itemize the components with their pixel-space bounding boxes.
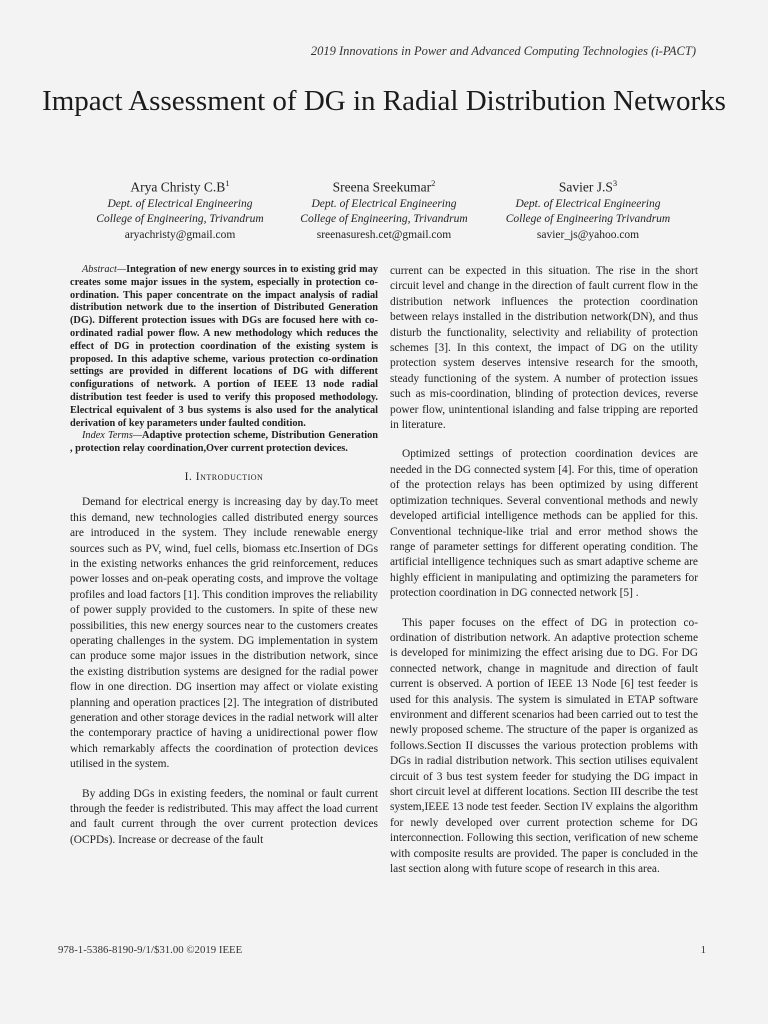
author-college: College of Engineering, Trivandrum <box>96 213 264 225</box>
author-college: College of Engineering, Trivandrum <box>300 213 468 225</box>
abstract-label: Abstract— <box>82 264 127 275</box>
copyright-footer: 978-1-5386-8190-9/1/$31.00 ©2019 IEEE <box>58 944 243 956</box>
author-college: College of Engineering Trivandrum <box>505 213 671 225</box>
conference-header: 2019 Innovations in Power and Advanced Computing Technologies (i-PACT) <box>310 44 696 58</box>
author-name-text: Arya Christy C.B <box>130 179 226 195</box>
paragraph: Demand for electrical energy is increasing day by day.To meet this demand, new technologies called distributed energy sources are introduced in the system. They include renewable energy sources such as PV, wind, fuel cells, biomass etc.Insertion of DGs in the existing networks enhances the grid reinforcement, reduces power losses and on-peak operating costs, and improve the voltage profiles and load factors [1]. This condition improves the reliability of power supply provided to the customers. In spite of these new possibilities, this new energy sources near to the customers creates operating challenges in the system. DG implementation in system can produce some major issues in the distribution network, since the existing distribution systems are designed for the radial power flow in one direction. DG insertion may affect or violate existing planning and operation practices [2]. The integration of distributed generation and other storage devices in the radial network will alter the contemporary practice of having a unidirectional power flow which remarkably affects the coordination of protection devices utilised in the system. <box>70 496 378 771</box>
author-1 <box>80 174 280 243</box>
index-terms-label: Index Terms— <box>82 430 143 442</box>
section-heading-introduction <box>70 470 378 485</box>
author-email: savier_js@yahoo.com <box>536 228 640 241</box>
author-block <box>80 174 688 243</box>
page-number: 1 <box>700 944 706 956</box>
abstract <box>70 264 378 430</box>
author-affiliation-number: 2 <box>431 178 436 188</box>
index-terms-text: Adaptive protection scheme, Distribution Generation , protection relay coordination,Over current protection devices. <box>70 430 378 455</box>
abstract-text: Integration of new energy sources in to existing grid may creates some major issues in the system, especially in protection co-ordination. This paper concentrate on the impact analysis of radial distribution network due to the insertion of Distributed Generation (DG). Different protection issues with DGs are focused here with co-ordinated radial power flow. A new methodology which reduces the effect of DG in protection coordination of the existing system is proposed. In this adaptive scheme, various protection co-ordination settings are provided in different locations of DG with different configurations of network. A portion of IEEE 13 node radial distribution test feeder is used to verify this proposed methodology. Electrical equivalent of 3 bus systems is also used for the analytical derivation of key parameters under faulted condition. <box>70 264 378 429</box>
author-name <box>488 174 688 197</box>
section-title: Introduction <box>195 470 264 483</box>
section-numeral: I. <box>184 470 193 483</box>
author-name <box>80 174 280 197</box>
author-2 <box>284 174 484 243</box>
author-department: Dept. of Electrical Engineering <box>515 197 661 210</box>
left-column <box>70 264 378 862</box>
author-3 <box>488 174 688 243</box>
paragraph: current can be expected in this situation. The rise in the short circuit level and change in the direction of fault current flow in the distribution network influences the protection coordination between relays installed in the distribution network(DN), and thus disturb the functionality, selectivity and reliability of protection schemes [3]. In this context, the impact of DG on the utility protection system deserves intensive research for the smooth, steady functioning of the system. A number of protection issues such as mis-coordination, blinding of protection devices, reverse power flow, unintentional islanding and false tripping are reported in literature. <box>390 265 698 432</box>
author-name-text: Savier J.S <box>558 179 613 195</box>
author-affiliation-number: 1 <box>225 178 230 188</box>
author-email: aryachristy@gmail.com <box>124 228 236 241</box>
paragraph: Optimized settings of protection coordination devices are needed in the DG connected system [4]. For this, time of operation of the protection relays has been optimized by using different optimization techniques. Several conventional methods and newly developed artificial intelligence methods can be applied for this. Conventional technique-like trial and error method shows the range of parameter settings for different operating condition. The artificial intelligence techniques such as smart adaptive scheme are highly efficient in manipulating and optimizing the parameters for protection coordination in DG connected network [5] . <box>390 448 698 600</box>
author-department: Dept. of Electrical Engineering <box>107 197 253 210</box>
author-name-text: Sreena Sreekumar <box>332 179 432 195</box>
paragraph: By adding DGs in existing feeders, the nominal or fault current through the feeder is redistributed. This may affect the load current and fault current through the over current protection devices (OCPDs). Increase or decrease of the fault <box>70 787 378 846</box>
author-name <box>284 174 484 197</box>
index-terms <box>70 430 378 456</box>
author-affiliation-number: 3 <box>612 178 618 188</box>
author-department: Dept. of Electrical Engineering <box>311 197 457 210</box>
right-column <box>390 264 698 891</box>
paper-title: Impact Assessment of DG in Radial Distribution Networks <box>42 85 726 117</box>
paragraph: This paper focuses on the effect of DG in protection co-ordination of distribution network. An adaptive protection scheme is developed for minimizing the effect arising due to DG. For DG connected network, change in magnitude and direction of fault current is observed. A portion of IEEE 13 Node [6] test feeder is used for this analysis. The system is simulated in ETAP software environment and different scenarios had been carried out to test the newly proposed scheme. The structure of the paper is organized as follows.Section II discusses the various protection problems with DGs in radial distribution network. This section utilises equivalent circuit of 3 bus test system feeder for studying the DG impact in short circuit level at different locations. Section III describe the test system,IEEE 13 node test feeder. Section IV explains the algorithm for newly developed over current protection scheme for DG interconnection. Following this section, verification of new scheme with composite results are provided. The paper is concluded in the last section along with future scope of research in this area. <box>390 616 698 876</box>
author-email: sreenasuresh.cet@gmail.com <box>316 228 452 241</box>
